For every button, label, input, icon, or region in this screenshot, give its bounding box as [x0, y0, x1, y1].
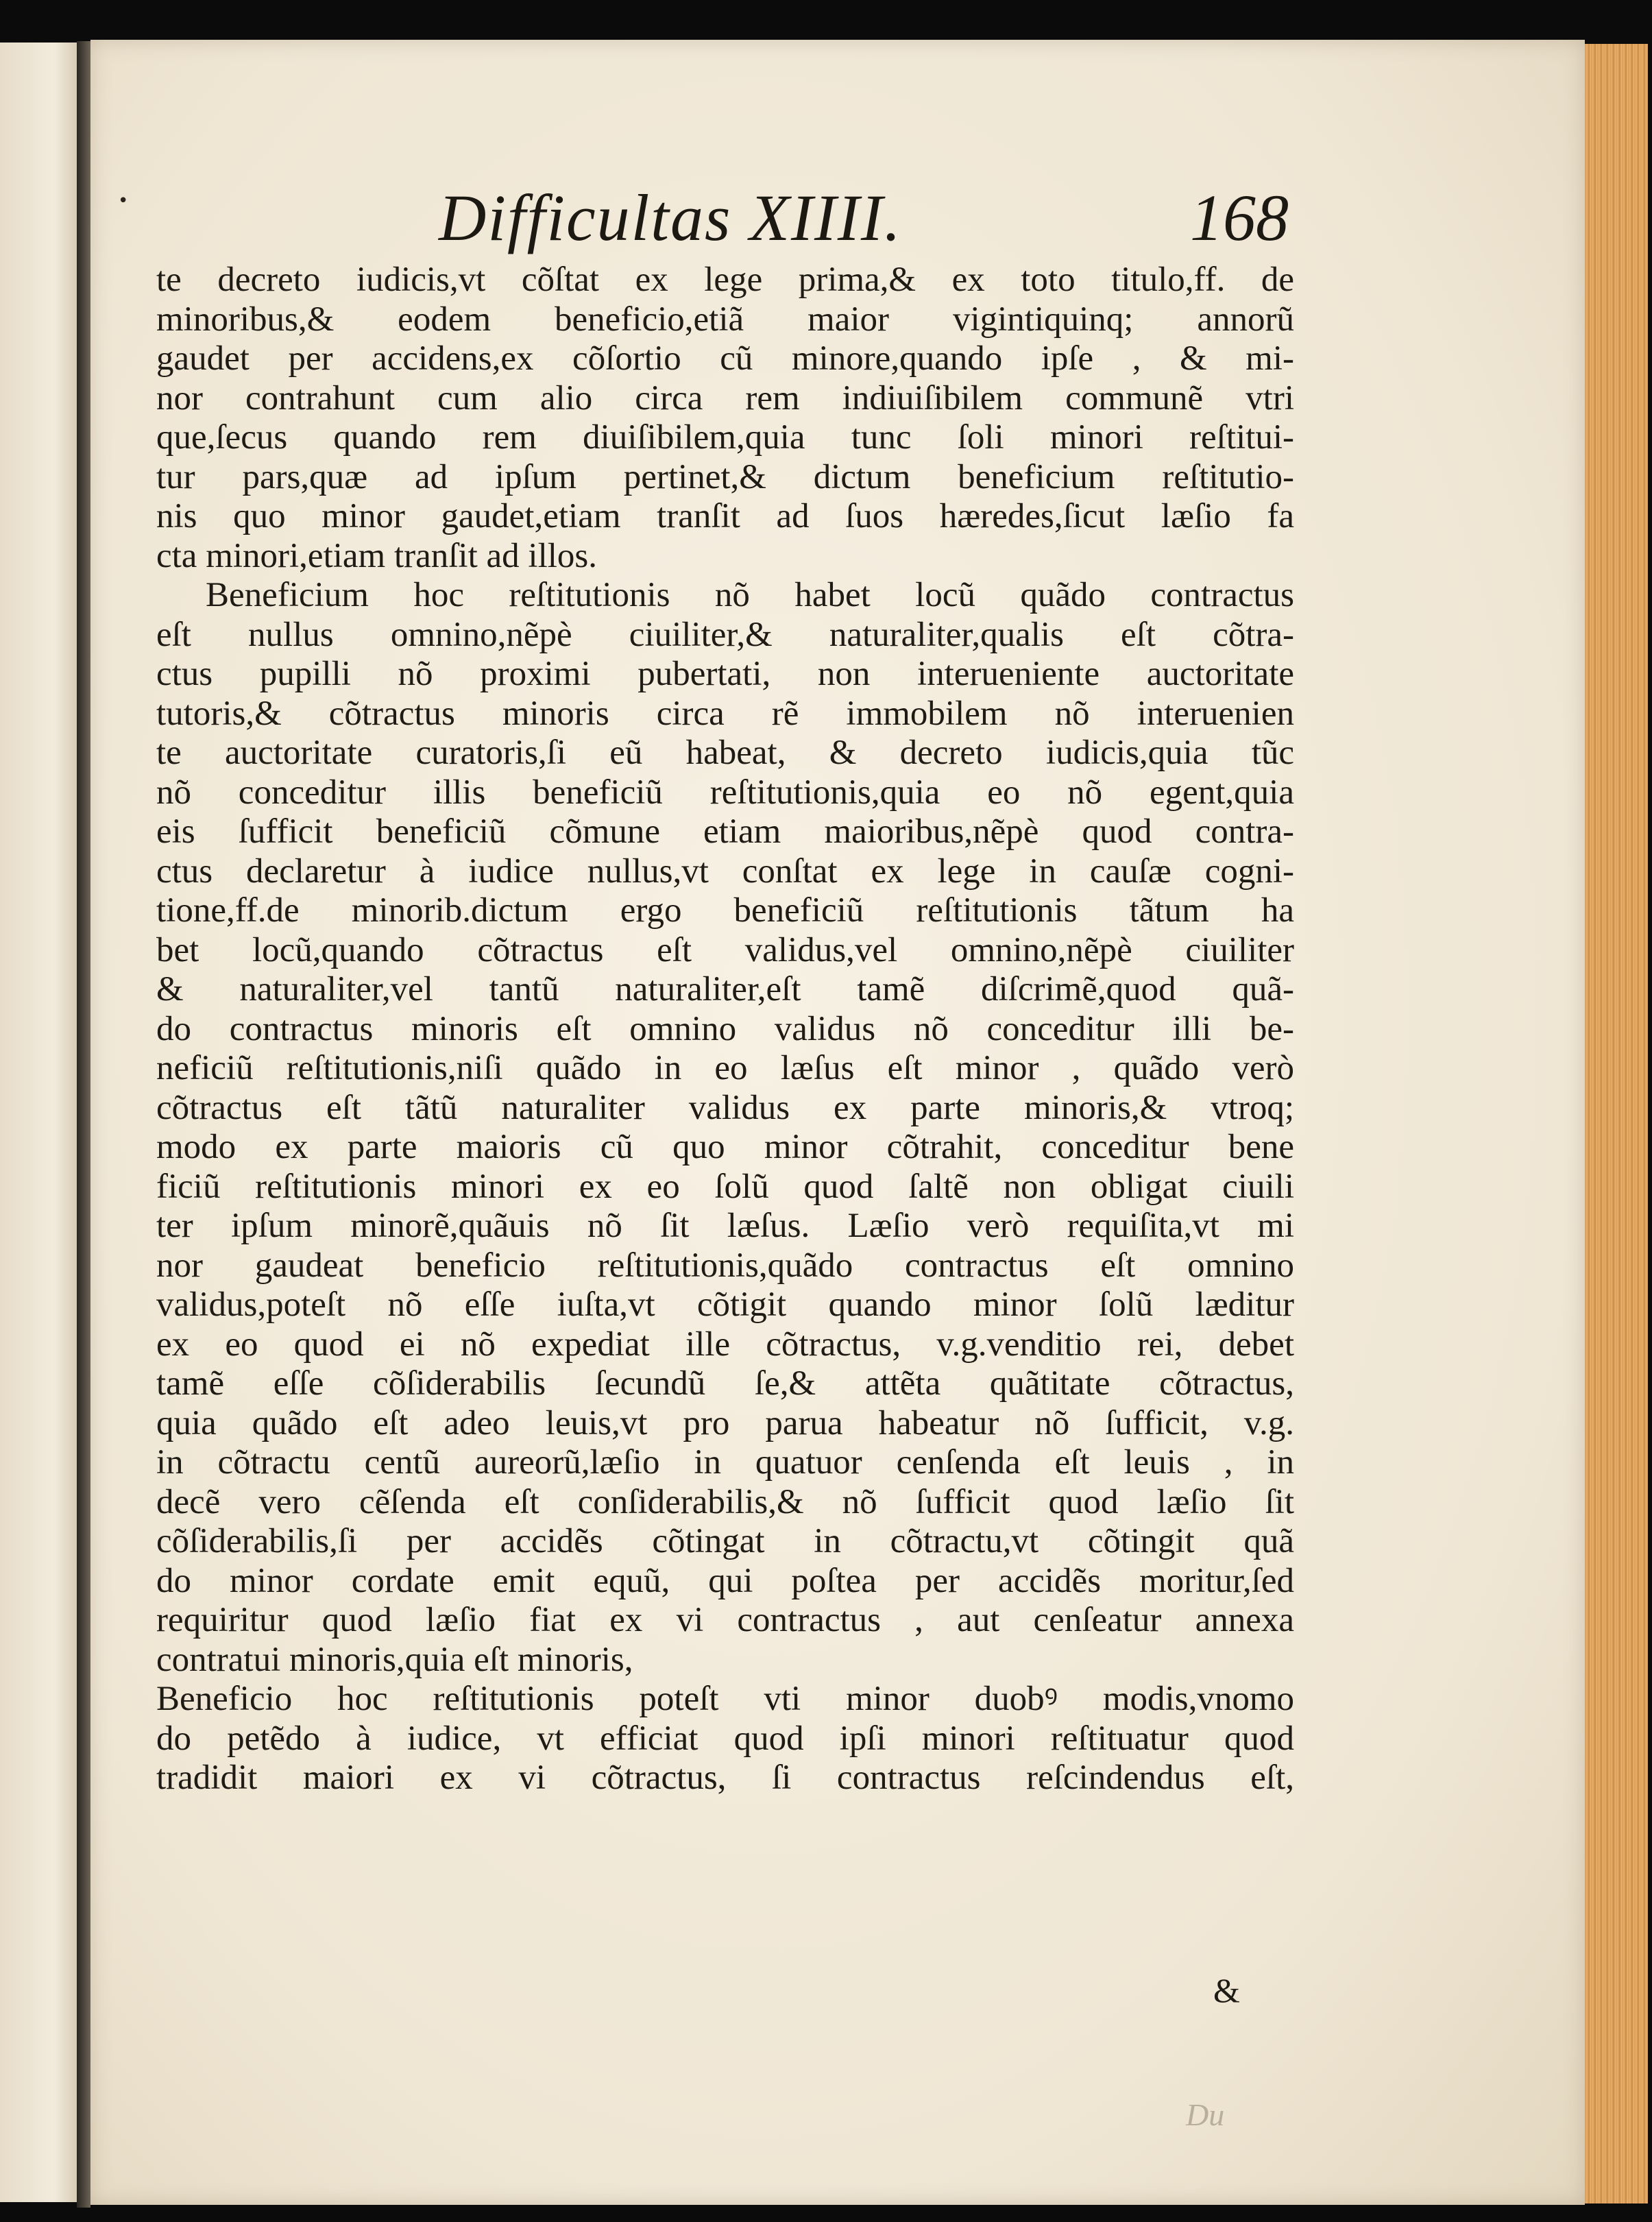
text-line: tione,ff.de minorib.dictum ergo beneficiũ reſtitutionis tãtum ha — [156, 891, 1294, 930]
text-line: ex eo quod ei nõ expediat ille cõtractus, v.g.venditio rei, debet — [156, 1325, 1294, 1364]
text-line: que,ſecus quando rem diuiſibilem,quia tunc ſoli minori reſtitui- — [156, 418, 1294, 457]
text-line: modo ex parte maioris cũ quo minor cõtrahit, conceditur bene — [156, 1128, 1294, 1166]
text-line: tur pars,quæ ad ipſum pertinet,& dictum beneficium reſtitutio- — [156, 457, 1294, 496]
text-line: te decreto iudicis,vt cõſtat ex lege prima,& ex toto titulo,ff. de — [156, 261, 1294, 299]
text-line: cta minori,etiam tranſit ad illos. — [156, 536, 598, 575]
handwritten-inscription: Du — [1186, 2097, 1225, 2132]
body-text — [156, 261, 1294, 1798]
text-line: ctus pupilli nõ proximi pubertati, non interueniente auctoritate — [156, 655, 1294, 693]
text-line: do minor cordate emit equũ, qui poſtea per accidẽs moritur,ſed — [156, 1561, 1294, 1600]
text-line: ctus declaretur à iudice nullus,vt conſtat ex lege in cauſæ cogni- — [156, 852, 1294, 891]
text-line: cõtractus eſt tãtũ naturaliter validus ex parte minoris,& vtroq; — [156, 1088, 1294, 1127]
running-head: Difficultas XIIII. — [439, 181, 902, 254]
text-line: nis quo minor gaudet,etiam tranſit ad ſuos hæredes,ſicut læſio fa — [156, 497, 1294, 535]
text-line: nor gaudeat beneficio reſtitutionis,quãdo contractus eſt omnino — [156, 1246, 1294, 1285]
text-line: minoribus,& eodem beneficio,etiã maior vigintiquinq; annorũ — [156, 300, 1294, 339]
text-line: ficiũ reſtitutionis minori ex eo ſolũ quod ſaltẽ non obligat ciuili — [156, 1167, 1294, 1206]
page-fore-edge — [1585, 44, 1648, 2203]
text-line: gaudet per accidens,ex cõſortio cũ minore,quando ipſe , & mi- — [156, 339, 1294, 378]
text-line: decẽ vero cẽſenda eſt conſiderabilis,& nõ ſufficit quod læſio ſit — [156, 1482, 1294, 1521]
text-line: do petẽdo à iudice, vt efficiat quod ipſi minori reſtituatur quod — [156, 1719, 1294, 1758]
text-line: do contractus minoris eſt omnino validus nõ conceditur illi be- — [156, 1009, 1294, 1048]
text-line: contratui minoris,quia eſt minoris, — [156, 1640, 633, 1679]
text-line: in cõtractu centũ aureorũ,læſio in quatuor cenſenda eſt leuis , in — [156, 1443, 1294, 1482]
text-line: nõ conceditur illis beneficiũ reſtitutionis,quia eo nõ egent,quia — [156, 773, 1294, 812]
text-line: validus,poteſt nõ eſſe iuſta,vt cõtigit quando minor ſolũ læditur — [156, 1285, 1294, 1324]
text-line: eſt nullus omnino,nẽpè ciuiliter,& naturaliter,qualis eſt cõtra- — [156, 615, 1294, 654]
text-line: eis ſufficit beneficiũ cõmune etiam maioribus,nẽpè quod contra- — [156, 812, 1294, 851]
margin-mark: • — [118, 191, 129, 211]
text-line: bet locũ,quando cõtractus eſt validus,vel omnino,nẽpè ciuiliter — [156, 930, 1294, 969]
page-number: 168 — [1190, 181, 1289, 254]
text-line: neficiũ reſtitutionis,niſi quãdo in eo læſus eſt minor , quãdo verò — [156, 1049, 1294, 1087]
text-line: & naturaliter,vel tantũ naturaliter,eſt tamẽ diſcrimẽ,quod quã- — [156, 970, 1294, 1009]
text-line: tutoris,& cõtractus minoris circa rẽ immobilem nõ interuenien — [156, 694, 1294, 733]
left-page-edge — [0, 43, 77, 2202]
text-line: quia quãdo eſt adeo leuis,vt pro parua habeatur nõ ſufficit, v.g. — [156, 1403, 1294, 1442]
text-line: nor contrahunt cum alio circa rem indiuiſibilem communẽ vtri — [156, 378, 1294, 418]
text-line: ter ipſum minorẽ,quãuis nõ ſit læſus. Læſio verò requiſita,vt mi — [156, 1207, 1294, 1245]
text-line: tradidit maiori ex vi cõtractus, ſi contractus reſcindendus eſt, — [156, 1759, 1294, 1797]
book-gutter — [77, 41, 90, 2208]
text-line: cõſiderabilis,ſi per accidẽs cõtingat in cõtractu,vt cõtingit quã — [156, 1522, 1294, 1560]
text-line: requiritur quod læſio fiat ex vi contractus , aut cenſeatur annexa — [156, 1601, 1294, 1639]
text-line: Beneficium hoc reſtitutionis nõ habet locũ quãdo contractus — [206, 576, 1294, 614]
text-line: Beneficio hoc reſtitutionis poteſt vti minor duobꝰ modis,vnomo — [156, 1680, 1294, 1718]
text-line: te auctoritate curatoris,ſi eũ habeat, & decreto iudicis,quia tũc — [156, 734, 1294, 772]
catchword: & — [1213, 1971, 1240, 2009]
text-line: tamẽ eſſe cõſiderabilis ſecundũ ſe,& attẽta quãtitate cõtractus, — [156, 1364, 1294, 1403]
